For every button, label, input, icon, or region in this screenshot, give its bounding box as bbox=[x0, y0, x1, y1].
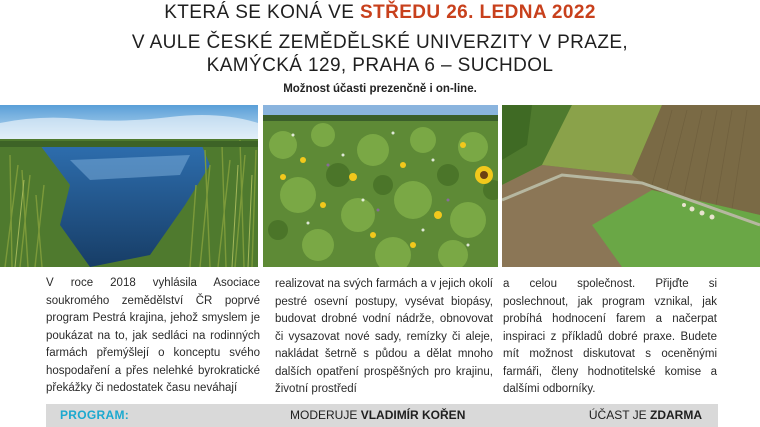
venue-line: V AULE ČESKÉ ZEMĚDĚLSKÉ UNIVERZITY V PRAZE, bbox=[131, 32, 629, 53]
fee-prefix: ÚČAST JE bbox=[588, 408, 647, 422]
program-label: PROGRAM: bbox=[60, 408, 130, 422]
fee-info bbox=[589, 408, 702, 422]
sunflower-field-photo bbox=[263, 105, 498, 267]
aerial-fields-photo bbox=[502, 105, 760, 267]
attendance-note: Možnost účasti prezenčně i on-line. bbox=[283, 83, 477, 95]
text-column-3: a celou společnost. Přijďte si poslechnout, jak program vznikal, jak probíhá hodnocení farem a načerpat inspiraci z příkladů dobré praxe. Budete mít možnost diskutovat s oceněnými farmáři, členy hodnotitelské komise a dalšími odborníky. bbox=[503, 278, 717, 395]
program-bar bbox=[46, 404, 718, 427]
fee-value: ZDARMA bbox=[650, 408, 702, 422]
reed-lake-photo bbox=[0, 105, 258, 267]
moderator-info bbox=[290, 408, 465, 422]
event-date-line bbox=[0, 2, 760, 24]
text-column-1: V roce 2018 vyhlásila Asociace soukromého zemědělství ČR poprvé program Pestrá krajina, jehož smyslem je poukázat na to, jak sedláci na rodinných farmách přemýšlejí o konceptu svého hospodaření a přes nelehké byrokratické překážky či nedostatek času neváhají bbox=[46, 277, 260, 394]
date-prefix: KTERÁ SE KONÁ VE bbox=[164, 2, 355, 23]
text-column-2: realizovat na svých farmách a v jejich okolí pestré osevní postupy, vysévat biopásy, budovat drobné vodní nádrže, obnovovat či vysazovat nové sady, remízky či aleje, nakládat šetrně s půdou a dělat mnoho dalších opatření prospěšných pro krajinu, životní prostředí bbox=[275, 278, 493, 395]
moderator-prefix: MODERUJE bbox=[290, 408, 358, 422]
address-line: KAMÝCKÁ 129, PRAHA 6 – SUCHDOL bbox=[206, 55, 554, 76]
event-date: STŘEDU 26. LEDNA 2022 bbox=[360, 2, 596, 23]
moderator-name: VLADIMÍR KOŘEN bbox=[360, 408, 466, 422]
